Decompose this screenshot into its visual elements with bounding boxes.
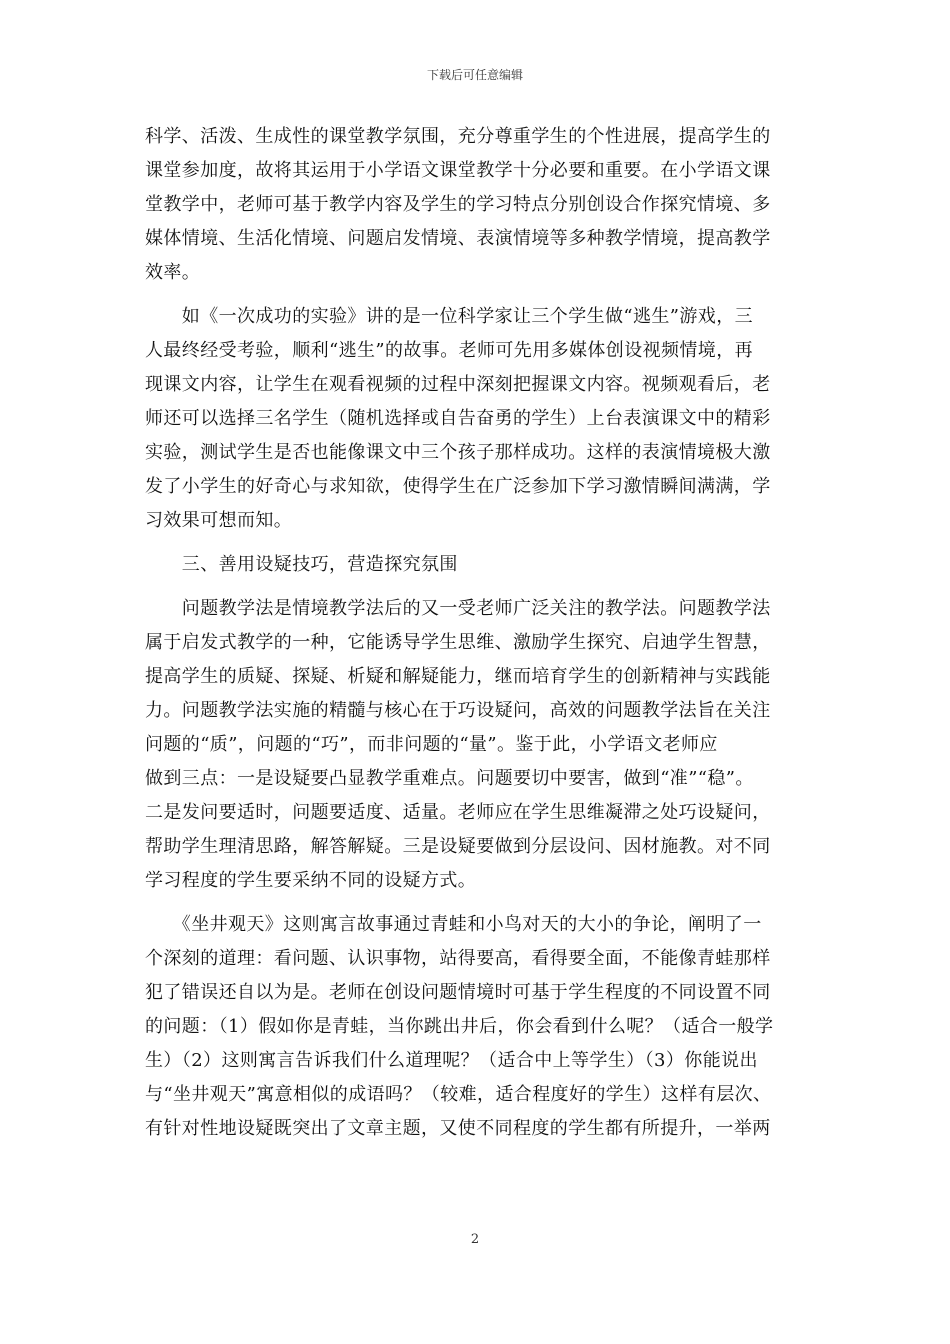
text-line: 学习程度的学生要采纳不同的设疑方式。	[145, 870, 477, 891]
text-line: 的问题：（1）假如你是青蛙，当你跳出井后，你会看到什么呢？（适合一般学	[145, 1016, 774, 1037]
text-line: 三、善用设疑技巧，营造探究氛围	[145, 554, 458, 575]
text-line: 生）（2）这则寓言告诉我们什么道理呢？（适合中上等学生）（3）你能说出	[145, 1050, 758, 1071]
paragraph-gap	[145, 898, 820, 908]
paragraph-gap	[145, 290, 820, 300]
text-line: 效率。	[145, 262, 201, 283]
text-line: 现课文内容，让学生在观看视频的过程中深刻把握课文内容。视频观看后，老	[145, 374, 771, 395]
text-line: 实验，测试学生是否也能像课文中三个孩子那样成功。这样的表演情境极大激	[145, 442, 771, 463]
text-line: 力。问题教学法实施的精髓与核心在于巧设疑问，高效的问题教学法旨在关注	[145, 700, 771, 721]
text-line: 提高学生的质疑、探疑、析疑和解疑能力，继而培育学生的创新精神与实践能	[145, 666, 771, 687]
text-line: 媒体情境、生活化情境、问题启发情境、表演情境等多种教学情境，提高教学	[145, 228, 771, 249]
paragraph-gap	[145, 538, 820, 548]
text-line: 人最终经受考验，顺利“逃生”的故事。老师可先用多媒体创设视频情境，再	[145, 340, 754, 361]
text-line: 个深刻的道理：看问题、认识事物，站得要高，看得要全面，不能像青蛙那样	[145, 948, 771, 969]
text-line: 问题的“质”，问题的“巧”，而非问题的“量”。鉴于此，小学语文老师应	[145, 734, 718, 755]
text-line: 科学、活泼、生成性的课堂教学氛围，充分尊重学生的个性进展，提高学生的	[145, 126, 771, 147]
text-line: 有针对性地设疑既突出了文章主题，又使不同程度的学生都有所提升，一举两	[145, 1118, 771, 1139]
text-line: 如《一次成功的实验》讲的是一位科学家让三个学生做“逃生”游戏，三	[145, 306, 754, 327]
text-line: 做到三点：一是设疑要凸显教学重难点。问题要切中要害，做到“准”“稳”。	[145, 768, 754, 789]
text-line: 问题教学法是情境教学法后的又一受老师广泛关注的教学法。问题教学法	[145, 598, 771, 619]
page-header: 下载后可任意编辑	[426, 68, 523, 82]
text-line: 习效果可想而知。	[145, 510, 293, 531]
text-line: 帮助学生理清思路，解答解疑。三是设疑要做到分层设问、因材施教。对不同	[145, 836, 771, 857]
paragraph-gap	[145, 582, 820, 592]
text-line: 与“坐井观天”寓意相似的成语吗？（较难，适合程度好的学生）这样有层次、	[145, 1084, 772, 1105]
text-line: 《坐井观天》这则寓言故事通过青蛙和小鸟对天的大小的争论，阐明了一	[145, 914, 762, 935]
text-line: 二是发问要适时，问题要适度、适量。老师应在学生思维凝滞之处巧设疑问，	[145, 802, 771, 823]
text-line: 发了小学生的好奇心与求知欲，使得学生在广泛参加下学习激情瞬间满满，学	[145, 476, 771, 497]
text-line: 犯了错误还自以为是。老师在创设问题情境时可基于学生程度的不同设置不同	[145, 982, 771, 1003]
text-line: 师还可以选择三名学生（随机选择或自告奋勇的学生）上台表演课文中的精彩	[145, 408, 771, 429]
page-number: 2	[470, 1232, 480, 1247]
text-line: 属于启发式教学的一种，它能诱导学生思维、激励学生探究、启迪学生智慧，	[145, 632, 771, 653]
text-line: 堂教学中，老师可基于教学内容及学生的学习特点分别创设合作探究情境、多	[145, 194, 771, 215]
document-body	[145, 120, 820, 1146]
text-line: 课堂参加度，故将其运用于小学语文课堂教学十分必要和重要。在小学语文课	[145, 160, 771, 181]
